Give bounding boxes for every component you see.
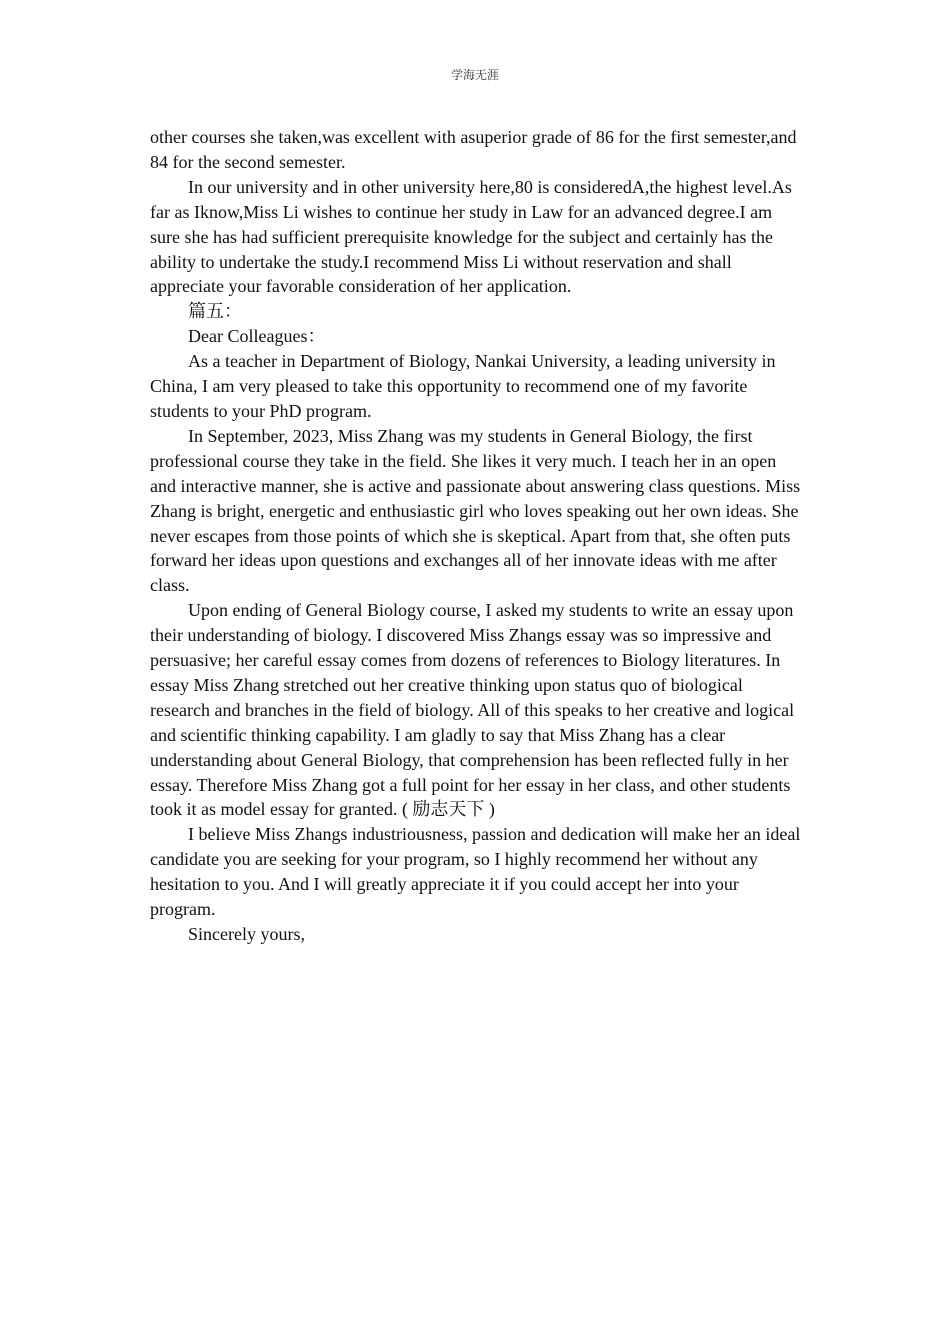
paragraph-continuation: other courses she taken,was excellent with asuperior grade of 86 for the first semester,and 84 for the second semester.: [150, 127, 797, 172]
page-header: 学海无涯: [450, 68, 499, 82]
section-heading: 篇五：: [188, 301, 242, 322]
paragraph-essay: Upon ending of General Biology course, I asked my students to write an essay upon their understanding of biology. I discovered Miss Zhangs essay was so impressive and persuasive; her careful essay comes from dozens of references to Biology literatures. In essay Miss Zhang stretched out her creative thinking upon status quo of biological research and branches in the field of biology. All of this speaks to her creative and logical and scientific thinking capability. I am gladly to say that Miss Zhang has a clear understanding about General Biology, that comprehension has been reflected fully in her essay. Therefore Miss Zhang got a full point for her essay in her class, and other students took it as model essay for granted. ( 励志天下 ): [150, 600, 795, 820]
document-body: [150, 125, 802, 947]
paragraph-conclusion: I believe Miss Zhangs industriousness, passion and dedication will make her an ideal candidate you are seeking for your program, so I highly recommend her without any hesitation to you. And I will greatly appreciate it if you could accept her into your program.: [150, 824, 801, 920]
paragraph-grading-recommendation: In our university and in other university here,80 is consideredA,the highest level.As far as Iknow,Miss Li wishes to continue her study in Law for an advanced degree.I am sure she has had sufficient prerequisite knowledge for the subject and certainly has the ability to undertake the study.I recommend Miss Li without reservation and shall appreciate your favorable consideration of her application.: [150, 176, 792, 297]
paragraph-course-performance: In September, 2023, Miss Zhang was my students in General Biology, the first professional course they take in the field. She likes it very much. I teach her in an open and interactive manner, she is active and passionate about answering class questions. Miss Zhang is bright, energetic and enthusiastic girl who loves speaking out her own ideas. She never escapes from those points of which she is skeptical. Apart from that, she often puts forward her ideas upon questions and exchanges all of her innovate ideas with me after class.: [150, 425, 801, 596]
paragraph-introduction: As a teacher in Department of Biology, Nankai University, a leading university in China, I am very pleased to take this opportunity to recommend one of my favorite students to your PhD program.: [150, 351, 776, 421]
closing: Sincerely yours,: [188, 924, 305, 944]
salutation: Dear Colleagues：: [188, 326, 326, 347]
